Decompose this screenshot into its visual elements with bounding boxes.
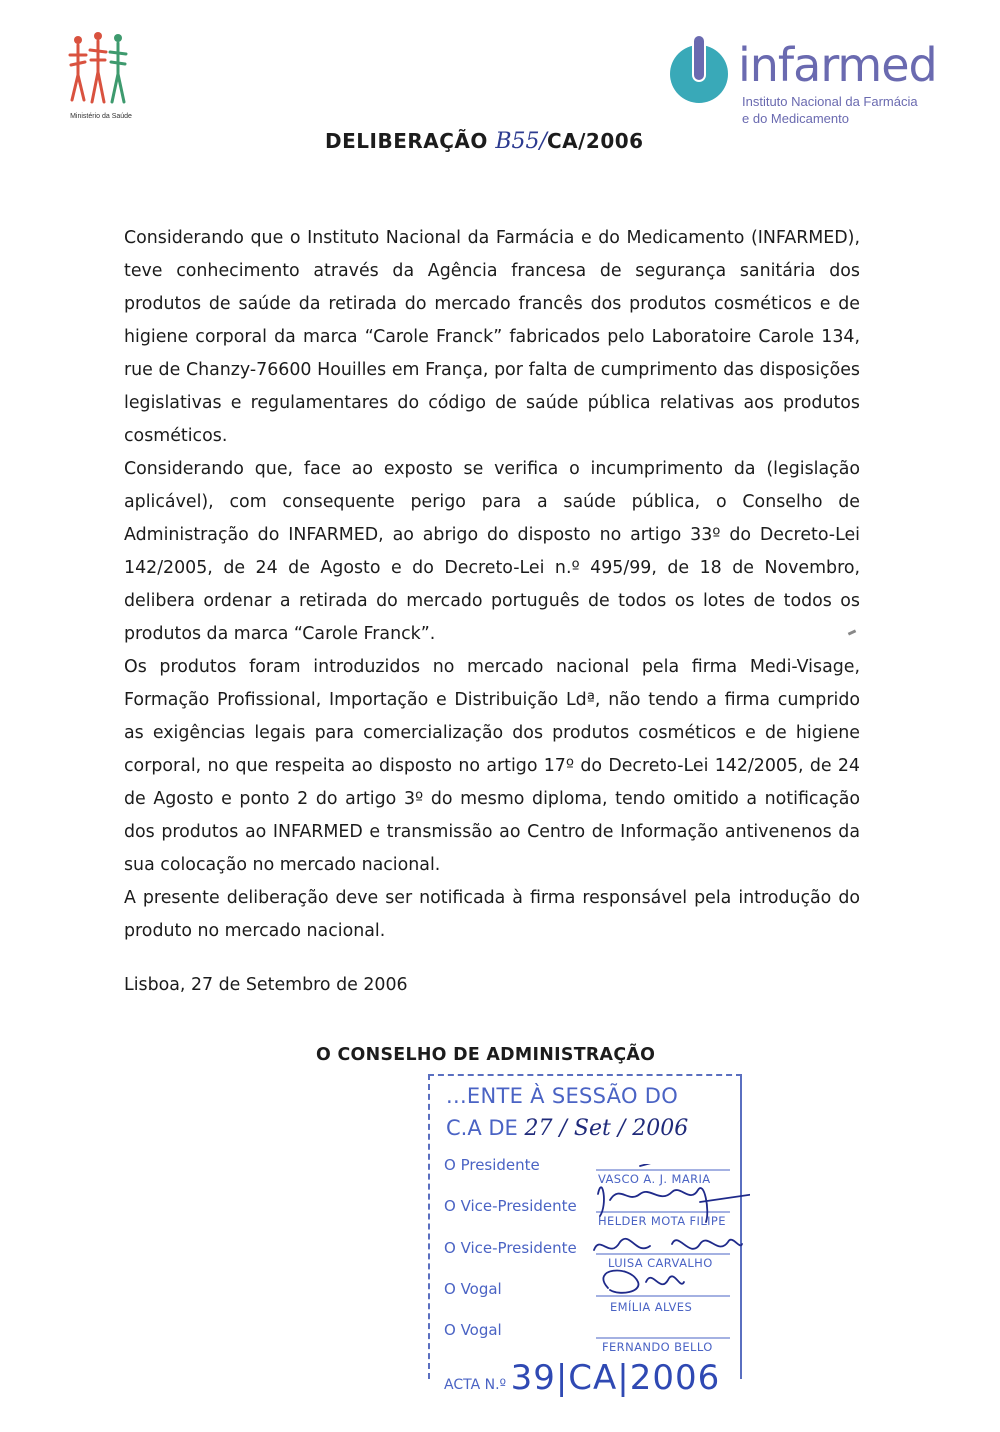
infarmed-subtitle-line2: e do Medicamento <box>742 111 849 126</box>
approval-stamp <box>428 1074 742 1398</box>
stamp-name-vice-president-2: LUISA CARVALHO <box>608 1256 713 1270</box>
handwritten-signatures <box>580 1164 750 1364</box>
title-suffix: CA/2006 <box>546 129 644 153</box>
stamp-name-vogal-2: FERNANDO BELLO <box>602 1340 713 1354</box>
stamp-acta-number <box>444 1358 720 1398</box>
stamp-handwritten-date: 27 / Set / 2006 <box>524 1116 689 1141</box>
stamp-role-vice-president-2: O Vice-Presidente <box>444 1239 577 1257</box>
infarmed-subtitle-line1: Instituto Nacional da Farmácia <box>742 94 918 109</box>
ministry-figures-icon <box>66 30 136 110</box>
place-date: Lisboa, 27 de Setembro de 2006 <box>124 975 408 995</box>
stamp-role-president: O Presidente <box>444 1156 540 1174</box>
paragraph-1: Considerando que o Instituto Nacional da Farmácia e do Medicamento (INFARMED), teve conhecimento através da Agência francesa de segurança sanitária dos produtos de saúde da retirada do mercado francês dos produtos cosméticos e de higiene corporal da marca “Carole Franck” fabricados pelo Laboratoire Carole 134, rue de Chanzy-76600 Houilles em França, por falta de cumprimento das disposições legislativas e regulamentares do código de saúde pública relativas aos produtos cosméticos. <box>124 228 860 446</box>
paragraph-2: Considerando que, face ao exposto se verifica o incumprimento da (legislação aplicável), com consequente perigo para a saúde pública, o Conselho de Administração do INFARMED, ao abrigo do disposto no artigo 33º do Decreto-Lei 142/2005, de 24 de Agosto e do Decreto-Lei n.º 495/99, de 18 de Novembro, delibera ordenar a retirada do mercado português de todos os lotes de todos os produtos da marca “Carole Franck”. <box>124 459 860 644</box>
ministry-logo <box>56 30 146 125</box>
stamp-role-vice-president-1: O Vice-Presidente <box>444 1197 577 1215</box>
stamp-name-vice-president-1: HELDER MOTA FILIPE <box>598 1214 726 1228</box>
stamp-name-president: VASCO A. J. MARIA <box>598 1172 711 1186</box>
infarmed-symbol-icon <box>666 34 732 104</box>
council-heading: O CONSELHO DE ADMINISTRAÇÃO <box>316 1045 656 1065</box>
stamp-role-vogal-1: O Vogal <box>444 1280 502 1298</box>
stamp-session-date <box>446 1116 688 1141</box>
document-title <box>325 124 644 158</box>
stamp-heading: ...ENTE À SESSÃO DO <box>446 1084 679 1108</box>
title-prefix: DELIBERAÇÃO <box>325 129 496 153</box>
stamp-role-vogal-2: O Vogal <box>444 1321 502 1339</box>
infarmed-logo <box>666 32 956 132</box>
stamp-session-label: C.A DE <box>446 1116 525 1140</box>
ministry-caption: Ministério da Saúde <box>70 113 132 120</box>
paragraph-3: Os produtos foram introduzidos no mercado nacional pela firma Medi-Visage, Formação Profissional, Importação e Distribuição Ldª, não tendo a firma cumprido as exigências legais para comercialização dos produtos cosméticos e de higiene corporal, no que respeita ao disposto no artigo 17º do Decreto-Lei 142/2005, de 24 de Agosto e ponto 2 do artigo 3º do mesmo diploma, tendo omitido a notificação dos produtos ao INFARMED e transmissão ao Centro de Informação antivenenos da sua colocação no mercado nacional. <box>124 657 860 875</box>
infarmed-wordmark: infarmed <box>738 38 937 92</box>
stamp-acta-label: ACTA N.º <box>444 1377 507 1393</box>
title-handwritten-number: B55/ <box>495 129 547 154</box>
paragraph-4: A presente deliberação deve ser notificada à firma responsável pela introdução do produto no mercado nacional. <box>124 888 860 941</box>
stamp-name-vogal-1: EMÍLIA ALVES <box>610 1300 693 1314</box>
stamp-acta-handwritten: 39|CA|2006 <box>510 1358 721 1398</box>
deliberation-body <box>124 222 860 948</box>
